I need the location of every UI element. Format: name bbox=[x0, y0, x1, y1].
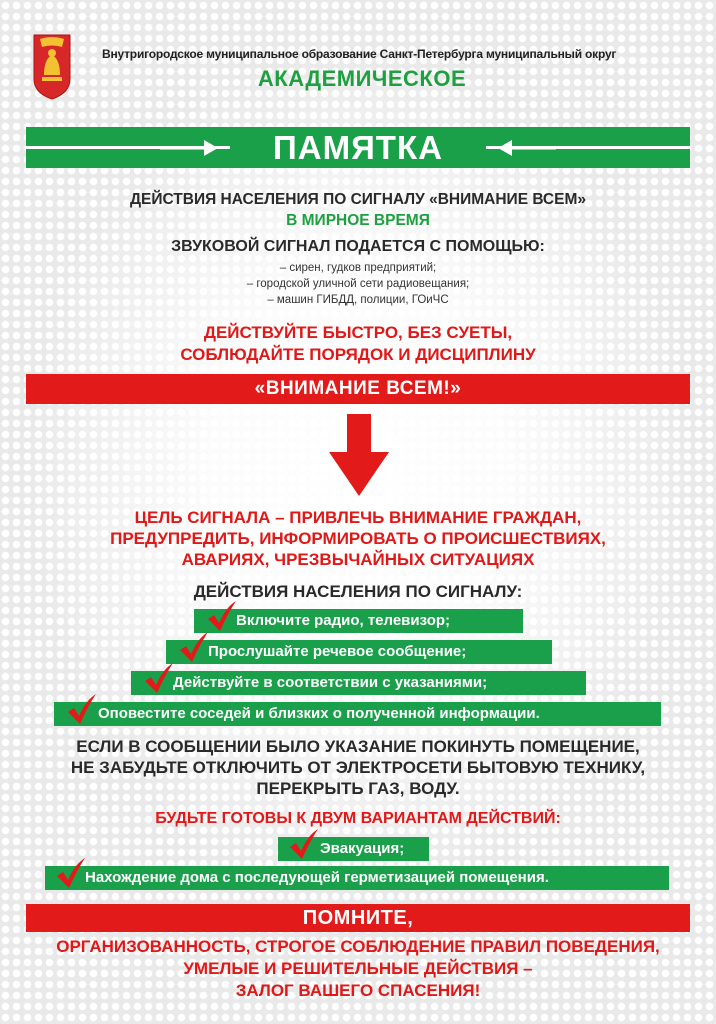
checkmark-icon bbox=[178, 630, 210, 664]
leave-line: ЕСЛИ В СООБЩЕНИИ БЫЛО УКАЗАНИЕ ПОКИНУТЬ ПОМЕЩЕНИЕ, bbox=[76, 737, 640, 756]
sound-item: – машин ГИБДД, полиции, ГОиЧС bbox=[267, 294, 449, 306]
action-item bbox=[166, 640, 552, 664]
act-quick-line: ДЕЙСТВУЙТЕ БЫСТРО, БЕЗ СУЕТЫ, bbox=[203, 323, 513, 342]
checkmark-icon bbox=[206, 599, 238, 633]
goal-line: ЦЕЛЬ СИГНАЛА – ПРИВЛЕЧЬ ВНИМАНИЕ ГРАЖДАН, bbox=[134, 508, 582, 527]
checkmark-icon bbox=[288, 827, 320, 861]
action-item-label: Прослушайте речевое сообщение; bbox=[208, 643, 467, 660]
arrow-right-icon bbox=[160, 138, 220, 158]
act-quick-line: СОБЛЮДАЙТЕ ПОРЯДОК И ДИСЦИПЛИНУ bbox=[180, 345, 536, 364]
intro-peacetime: В МИРНОЕ ВРЕМЯ bbox=[286, 212, 430, 229]
leave-line: ПЕРЕКРЫТЬ ГАЗ, ВОДУ. bbox=[256, 779, 460, 798]
leave-line: НЕ ЗАБУДЬТЕ ОТКЛЮЧИТЬ ОТ ЭЛЕКТРОСЕТИ БЫТОВУЮ ТЕХНИКУ, bbox=[70, 758, 646, 777]
attention-banner: «ВНИМАНИЕ ВСЕМ!» bbox=[26, 374, 690, 404]
final-line: УМЕЛЫЕ И РЕШИТЕЛЬНЫЕ ДЕЙСТВИЯ – bbox=[183, 959, 533, 978]
sound-item: – городской уличной сети радиовещания; bbox=[246, 278, 470, 290]
action-item-label: Включите радио, телевизор; bbox=[236, 612, 451, 629]
action-item-label: Оповестите соседей и близких о полученной информации. bbox=[98, 705, 540, 722]
header-organization: Внутригородское муниципальное образование Санкт-Петербурга муниципальный округ bbox=[102, 47, 617, 61]
header-district-name: АКАДЕМИЧЕСКОЕ bbox=[257, 66, 467, 91]
checkmark-icon bbox=[143, 661, 175, 695]
variant-item-label: Эвакуация; bbox=[320, 840, 405, 857]
goal-line: ПРЕДУПРЕДИТЬ, ИНФОРМИРОВАТЬ О ПРОИСШЕСТВИЯХ, bbox=[110, 529, 606, 548]
sound-heading: ЗВУКОВОЙ СИГНАЛ ПОДАЕТСЯ С ПОМОЩЬЮ: bbox=[171, 238, 545, 255]
action-item-label: Действуйте в соответствии с указаниями; bbox=[173, 674, 488, 691]
action-item bbox=[194, 609, 523, 633]
intro-heading: ДЕЙСТВИЯ НАСЕЛЕНИЯ ПО СИГНАЛУ «ВНИМАНИЕ ВСЕМ» bbox=[129, 191, 587, 208]
variant-item-label: Нахождение дома с последующей герметизацией помещения. bbox=[85, 869, 549, 886]
arrow-down-icon bbox=[329, 414, 389, 496]
actions-heading: ДЕЙСТВИЯ НАСЕЛЕНИЯ ПО СИГНАЛУ: bbox=[193, 582, 523, 601]
arrow-left-icon bbox=[496, 138, 556, 158]
final-line: ЗАЛОГ ВАШЕГО СПАСЕНИЯ! bbox=[235, 981, 481, 1000]
checkmark-icon bbox=[66, 692, 98, 726]
final-line: ОРГАНИЗОВАННОСТЬ, СТРОГОЕ СОБЛЮДЕНИЕ ПРАВИЛ ПОВЕДЕНИЯ, bbox=[56, 937, 660, 956]
coat-of-arms-icon bbox=[32, 33, 72, 101]
action-item bbox=[131, 671, 586, 695]
action-item bbox=[54, 702, 661, 726]
variant-item bbox=[45, 866, 669, 890]
page-title: ПАМЯТКА bbox=[230, 127, 486, 168]
remember-banner: ПОМНИТЕ, bbox=[26, 904, 690, 932]
variant-item bbox=[278, 837, 429, 861]
variants-heading: БУДЬТЕ ГОТОВЫ К ДВУМ ВАРИАНТАМ ДЕЙСТВИЙ: bbox=[155, 810, 561, 827]
goal-line: АВАРИЯХ, ЧРЕЗВЫЧАЙНЫХ СИТУАЦИЯХ bbox=[181, 550, 535, 569]
sound-item: – сирен, гудков предприятий; bbox=[279, 262, 437, 274]
checkmark-icon bbox=[55, 856, 87, 890]
